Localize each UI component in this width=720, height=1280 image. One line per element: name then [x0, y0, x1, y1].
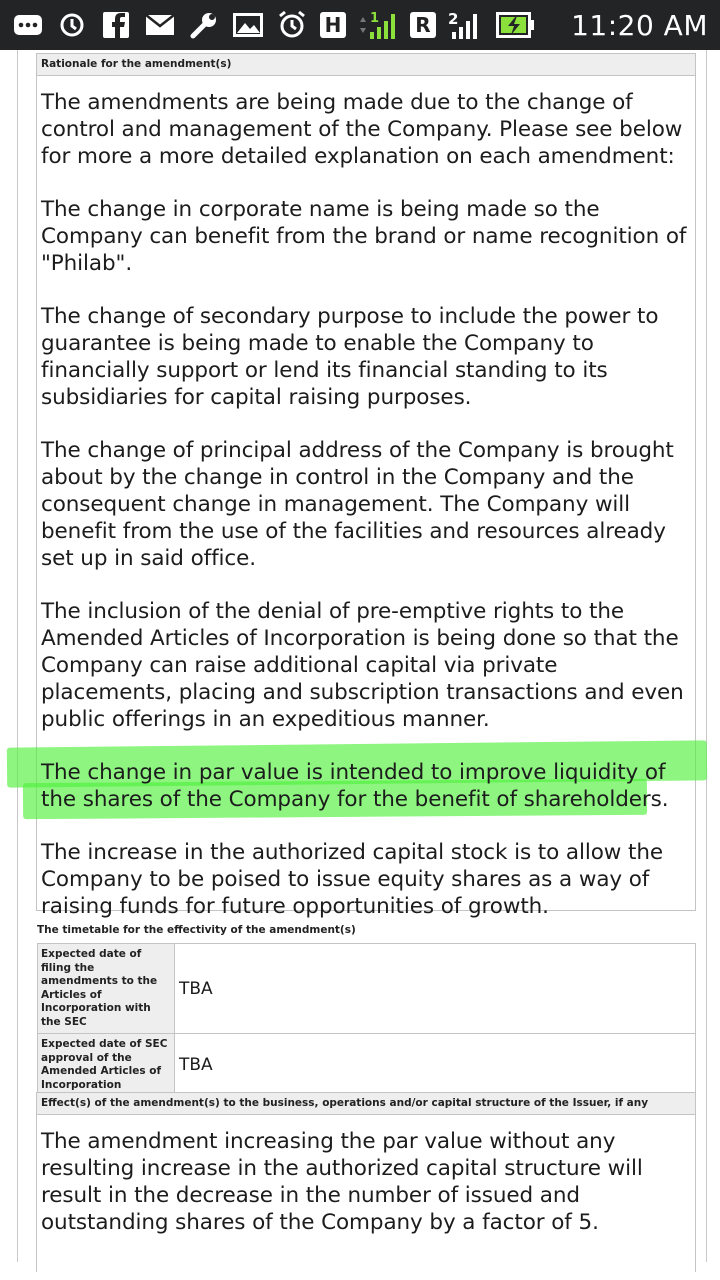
- svg-text:2: 2: [448, 10, 459, 28]
- clock: 11:20 AM: [571, 8, 708, 42]
- rationale-paragraph: The inclusion of the denial of pre-emptive rights to the Amended Articles of Incorporation is being done so that the Company can raise additional capital via private placements, placing and subscription transactions and even public offerings in an expeditious manner.: [41, 599, 684, 732]
- highlighted-paragraph: [41, 759, 691, 813]
- rationale-paragraph: The change in corporate name is being made so the Company can benefit from the brand or name recognition of "Philab".: [41, 197, 687, 276]
- table-row: [38, 944, 696, 1034]
- battery-charging-icon: [496, 9, 536, 41]
- signal-icon: [358, 9, 398, 41]
- rationale-paragraph: The change of secondary purpose to include the power to guarantee is being made to enable the Company to financially support or lend its financial standing to its subsidiaries for capital raising purposes.: [41, 304, 659, 410]
- rationale-paragraph: The change in par value is intended to improve liquidity of the shares of the Company for the benefit of shareholders.: [41, 760, 669, 812]
- svg-text:1: 1: [370, 11, 380, 26]
- table-key: Expected date of SEC approval of the Amended Articles of Incorporation: [38, 1034, 175, 1097]
- sync-icon: [56, 9, 88, 41]
- timetable-table: [37, 943, 696, 1097]
- section-body: [37, 76, 695, 934]
- effects-paragraph: The amendment increasing the par value without any resulting increase in the authorized capital structure will result in the decrease in the number of issued and outstanding shares of the Company by a factor of 5.: [41, 1129, 643, 1235]
- network-type-badge: H: [320, 12, 346, 38]
- signal-icon: [448, 9, 484, 41]
- section-body: [37, 1115, 695, 1250]
- table-row: [38, 1034, 696, 1097]
- table-value: TBA: [175, 1034, 696, 1097]
- alarm-icon: [276, 9, 308, 41]
- effects-section: [36, 1092, 696, 1272]
- table-key: Expected date of filing the amendments to the Articles of Incorporation with the SEC: [38, 944, 175, 1034]
- section-header: Rationale for the amendment(s): [37, 54, 695, 76]
- rationale-section: [36, 53, 696, 919]
- rationale-paragraph: The amendments are being made due to the change of control and management of the Company. Please see below for more a more detailed explanation on each amendment:: [41, 90, 683, 169]
- mail-icon: [144, 9, 176, 41]
- wrench-icon: [188, 9, 220, 41]
- status-bar: [0, 0, 720, 50]
- more-icon: [12, 9, 44, 41]
- rationale-paragraph: The change of principal address of the Company is brought about by the change in control in the Company and the consequent change in management. The Company will benefit from the use of the facilities and resources already set up in said office.: [41, 438, 674, 571]
- timetable-label: The timetable for the effectivity of the amendment(s): [37, 924, 356, 936]
- roaming-badge: R: [410, 12, 436, 38]
- image-icon: [232, 9, 264, 41]
- facebook-icon: [100, 9, 132, 41]
- section-header: Effect(s) of the amendment(s) to the business, operations and/or capital structure of the Issuer, if any: [37, 1093, 695, 1115]
- rationale-paragraph: The increase in the authorized capital stock is to allow the Company to be poised to issue equity shares as a way of raising funds for future opportunities of growth.: [41, 840, 663, 919]
- table-value: TBA: [175, 944, 696, 1034]
